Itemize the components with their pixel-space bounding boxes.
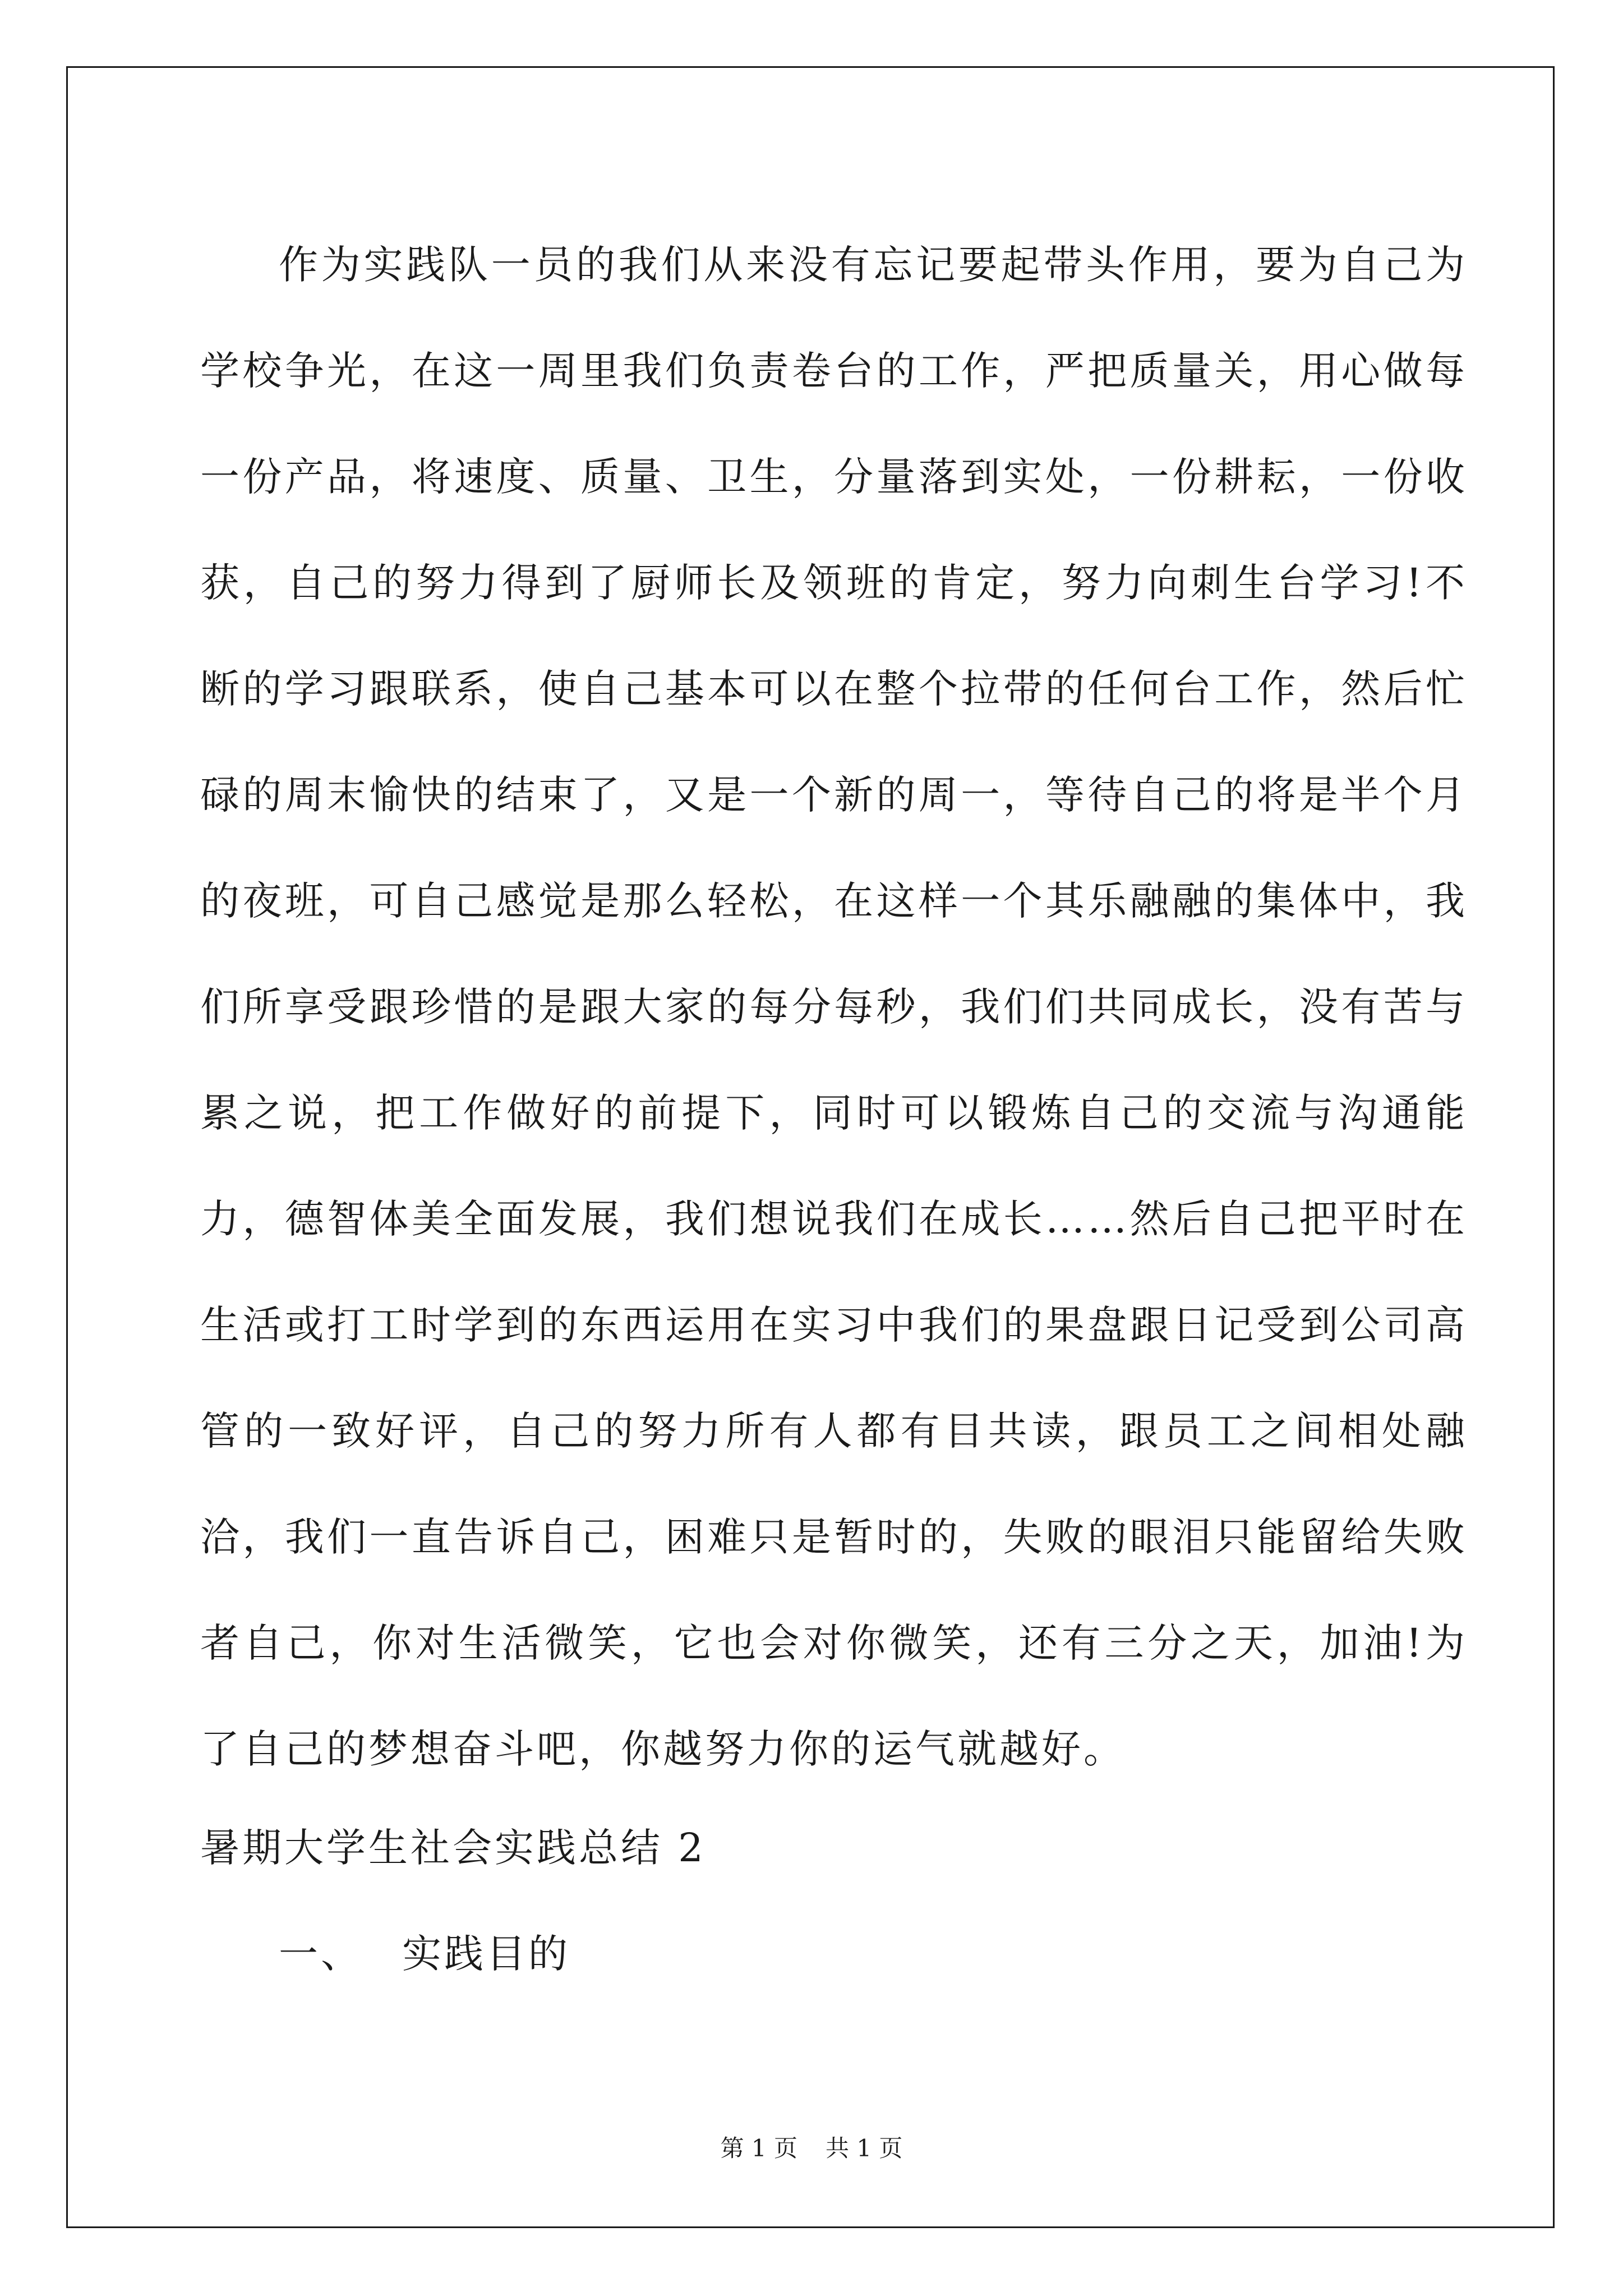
page-footer: [0, 2132, 1623, 2165]
page-number-current: 第 1 页: [720, 2134, 797, 2162]
page-number-total: 共 1 页: [826, 2134, 903, 2162]
section-title: 暑期大学生社会实践总结 2: [200, 1825, 706, 1871]
subsection-title: 实践目的: [402, 1931, 570, 1977]
body-paragraph: 作为实践队一员的我们从来没有忘记要起带头作用，要为自己为学校争光，在这一周里我们负责卷台的工作，严把质量关，用心做每一份产品，将速度、质量、卫生，分量落到实处，一份耕耘，一份收获，自己的努力得到了厨师长及领班的肯定，努力向刺生台学习!不断的学习跟联系，使自己基本可以在整个拉带的任何台工作，然后忙碌的周末愉快的结束了，又是一个新的周一，等待自己的将是半个月的夜班，可自己感觉是那么轻松，在这样一个其乐融融的集体中，我们所享受跟珍惜的是跟大家的每分每秒，我们们共同成长，没有苦与累之说，把工作做好的前提下，同时可以锻炼自己的交流与沟通能力，德智体美全面发展，我们想说我们在成长……然后自己把平时在生活或打工时学到的东西运用在实习中我们的果盘跟日记受到公司高管的一致好评，自己的努力所有人都有目共读，跟员工之间相处融洽，我们一直告诉自己，困难只是暂时的，失败的眼泪只能留给失败者自己，你对生活微笑，它也会对你微笑，还有三分之天，加油!为了自己的梦想奋斗吧，你越努力你的运气就越好。: [200, 242, 1468, 1772]
subsection-number: 一、: [279, 1931, 363, 1977]
subsection-heading: [279, 1901, 570, 2007]
